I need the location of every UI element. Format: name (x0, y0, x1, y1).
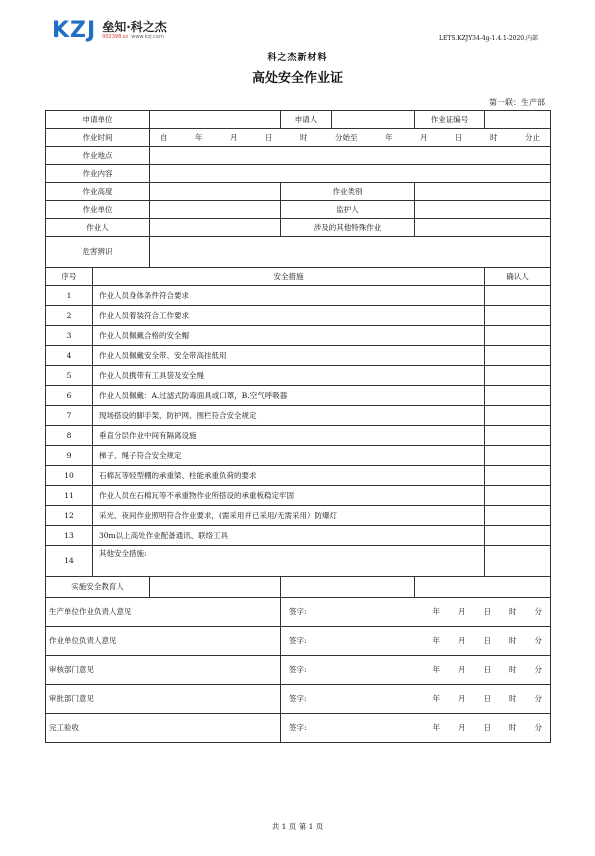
measure-no: 1 (46, 286, 93, 306)
month-label: 月 (458, 636, 466, 645)
location-label: 作业地点 (46, 147, 150, 165)
year-label: 年 (432, 694, 440, 703)
measure-text: 作业人员佩戴：A.过滤式防毒面具或口罩，B.空气呼吸器 (93, 386, 485, 406)
year-label: 年 (195, 132, 203, 142)
content-label: 作业内容 (46, 165, 150, 183)
location-field[interactable] (150, 147, 551, 165)
year-label: 年 (432, 636, 440, 645)
educator-field-2[interactable] (281, 577, 415, 598)
opinion-row (46, 685, 551, 714)
opinion-row (46, 627, 551, 656)
confirm-field[interactable] (485, 346, 551, 366)
day-label: 日 (483, 665, 491, 674)
opinion-row (46, 598, 551, 627)
category-field[interactable] (415, 183, 551, 201)
measure-no: 11 (46, 486, 93, 506)
measure-no: 13 (46, 526, 93, 546)
permit-number-field[interactable] (485, 111, 551, 129)
table-row (46, 526, 551, 546)
opinion-label: 作业单位负责人意见 (46, 627, 281, 656)
work-time-label: 作业时间 (46, 129, 150, 147)
measure-no: 9 (46, 446, 93, 466)
from-label: 自 (160, 132, 168, 142)
year-label: 年 (432, 723, 440, 732)
logo-subtext (102, 34, 167, 41)
signature-field[interactable] (281, 656, 551, 685)
applicant-row (46, 111, 551, 129)
logo-chinese-name: 垒知·科之杰 (102, 19, 167, 34)
measure-text: 垂直分层作业中间有隔离设施 (93, 426, 485, 446)
month-label: 月 (458, 694, 466, 703)
special-work-field[interactable] (415, 219, 551, 237)
educator-label: 实施安全教育人 (46, 577, 150, 598)
measure-text: 石棉瓦等轻型棚的承重梁、柱能承重负荷的要求 (93, 466, 485, 486)
measure-text: 现场搭设的脚手架、防护网、围栏符合安全规定 (93, 406, 485, 426)
hour-label: 时 (300, 132, 308, 142)
table-row (46, 286, 551, 306)
day-label: 日 (483, 607, 491, 616)
worker-label: 作业人 (46, 219, 150, 237)
guardian-field[interactable] (415, 201, 551, 219)
measure-no: 6 (46, 386, 93, 406)
worker-field[interactable] (150, 219, 281, 237)
work-unit-field[interactable] (150, 201, 281, 219)
permit-form-table (45, 110, 551, 743)
measure-text: 作业人员身体条件符合要求 (93, 286, 485, 306)
sign-label: 签字: (289, 665, 307, 674)
measures-header: 安全措施 (93, 268, 485, 286)
educator-row (46, 577, 551, 598)
hour-label: 时 (509, 665, 517, 674)
day-label: 日 (455, 132, 463, 142)
educator-field-1[interactable] (150, 577, 281, 598)
applicant-unit-label: 申请单位 (46, 111, 150, 129)
measure-no: 10 (46, 466, 93, 486)
measure-no: 7 (46, 406, 93, 426)
work-unit-label: 作业单位 (46, 201, 150, 219)
measures-header-row (46, 268, 551, 286)
measure-text: 作业人员佩戴合格的安全帽 (93, 326, 485, 346)
table-row (46, 406, 551, 426)
copy-label: 第一联：生产部 (489, 98, 545, 107)
day-label: 日 (483, 723, 491, 732)
educator-field-3[interactable] (415, 577, 551, 598)
confirm-field[interactable] (485, 286, 551, 306)
sign-label: 签字: (289, 694, 307, 703)
height-label: 作业高度 (46, 183, 150, 201)
opinion-row (46, 656, 551, 685)
month-label: 月 (230, 132, 238, 142)
year-label: 年 (385, 132, 393, 142)
measure-no: 5 (46, 366, 93, 386)
measure-text: 作业人员在石棉瓦等不承重物作业所搭设的承重板稳定牢固 (93, 486, 485, 506)
confirm-field[interactable] (485, 306, 551, 326)
signature-field[interactable] (281, 598, 551, 627)
applicant-label: 申请人 (281, 111, 332, 128)
worker-row (46, 219, 551, 237)
hazard-row (46, 237, 551, 268)
measure-text: 采光、夜间作业照明符合作业要求，(需采用并已采用/无需采用）防爆灯 (93, 506, 485, 526)
minute-label: 分 (534, 607, 542, 616)
opinion-row (46, 714, 551, 743)
confirm-field[interactable] (485, 466, 551, 486)
opinion-label: 审核部门意见 (46, 656, 281, 685)
measure-text: 梯子、绳子符合安全规定 (93, 446, 485, 466)
measure-text: 作业人员佩戴安全带、安全带高挂低用 (93, 346, 485, 366)
measure-text: 作业人员着装符合工作要求 (93, 306, 485, 326)
confirm-field[interactable] (485, 386, 551, 406)
table-row (46, 326, 551, 346)
month-label: 月 (458, 607, 466, 616)
measure-no: 14 (46, 546, 93, 577)
work-time-row (46, 129, 551, 147)
work-unit-row (46, 201, 551, 219)
seq-header: 序号 (46, 268, 93, 286)
table-row (46, 466, 551, 486)
confirm-field[interactable] (485, 506, 551, 526)
confirm-field[interactable] (485, 446, 551, 466)
confirmer-header: 确认人 (485, 268, 551, 286)
day-label: 日 (483, 636, 491, 645)
opinion-label: 生产单位作业负责人意见 (46, 598, 281, 627)
document-number: LETS.KZJY34-4g-1.4.1-2020.内部 (438, 35, 538, 42)
year-label: 年 (432, 607, 440, 616)
table-row (46, 486, 551, 506)
confirm-field[interactable] (485, 486, 551, 506)
stock-code: 002398.sz (102, 33, 129, 40)
confirm-field[interactable] (485, 326, 551, 346)
permit-number-label: 作业证编号 (415, 111, 485, 129)
stop-label: 分止 (525, 132, 540, 142)
category-label: 作业类别 (281, 183, 415, 201)
applicant-field[interactable] (332, 111, 414, 128)
hour-label: 时 (490, 132, 498, 142)
page-title: 高处安全作业证 (251, 71, 343, 86)
content-row (46, 165, 551, 183)
hazard-label: 危害辨识 (46, 237, 150, 268)
logo-mark: KZJ (52, 17, 97, 43)
company-logo (52, 14, 167, 46)
hour-label: 时 (509, 694, 517, 703)
month-label: 月 (420, 132, 428, 142)
measure-no: 3 (46, 326, 93, 346)
measure-no: 8 (46, 426, 93, 446)
special-work-label: 涉及的其他特殊作业 (281, 219, 415, 237)
hazard-field[interactable] (150, 237, 551, 268)
table-row (46, 426, 551, 446)
hour-label: 时 (509, 723, 517, 732)
confirm-field[interactable] (485, 426, 551, 446)
minute-label: 分 (534, 665, 542, 674)
measure-text: 作业人员携带有工具袋及安全绳 (93, 366, 485, 386)
website: www.kzj.com (131, 33, 164, 40)
table-row (46, 546, 551, 577)
day-label: 日 (265, 132, 273, 142)
confirm-field[interactable] (485, 526, 551, 546)
hour-label: 时 (509, 636, 517, 645)
table-row (46, 386, 551, 406)
confirm-field[interactable] (485, 546, 551, 577)
sign-label: 签字: (289, 723, 307, 732)
sign-label: 签字: (289, 636, 307, 645)
work-time-field[interactable] (150, 129, 551, 147)
measure-no: 12 (46, 506, 93, 526)
signature-field[interactable] (281, 627, 551, 656)
height-row (46, 183, 551, 201)
table-row (46, 346, 551, 366)
content-field[interactable] (150, 165, 551, 183)
measure-text: 30m以上高处作业配备通讯、联络工具 (93, 526, 485, 546)
year-label: 年 (432, 665, 440, 674)
month-label: 月 (458, 723, 466, 732)
company-name: 科之杰新材料 (267, 53, 328, 63)
opinion-label: 审批部门意见 (46, 685, 281, 714)
minute-label: 分 (534, 636, 542, 645)
start-to-label: 分始至 (335, 132, 358, 142)
guardian-label: 监护人 (281, 201, 415, 219)
height-field[interactable] (150, 183, 281, 201)
minute-label: 分 (534, 723, 542, 732)
confirm-field[interactable] (485, 366, 551, 386)
measure-text: 其他安全措施: (93, 546, 485, 577)
table-row (46, 446, 551, 466)
month-label: 月 (458, 665, 466, 674)
table-row (46, 306, 551, 326)
location-row (46, 147, 551, 165)
table-row (46, 506, 551, 526)
opinion-label: 完工验收 (46, 714, 281, 743)
table-row (46, 366, 551, 386)
signature-field[interactable] (281, 714, 551, 743)
confirm-field[interactable] (485, 406, 551, 426)
measure-no: 4 (46, 346, 93, 366)
applicant-unit-field[interactable] (150, 111, 281, 129)
measure-no: 2 (46, 306, 93, 326)
day-label: 日 (483, 694, 491, 703)
hour-label: 时 (509, 607, 517, 616)
signature-field[interactable] (281, 685, 551, 714)
minute-label: 分 (534, 694, 542, 703)
page-footer: 共 1 页 第 1 页 (271, 822, 324, 831)
sign-label: 签字: (289, 607, 307, 616)
applicant-cell (281, 111, 415, 129)
